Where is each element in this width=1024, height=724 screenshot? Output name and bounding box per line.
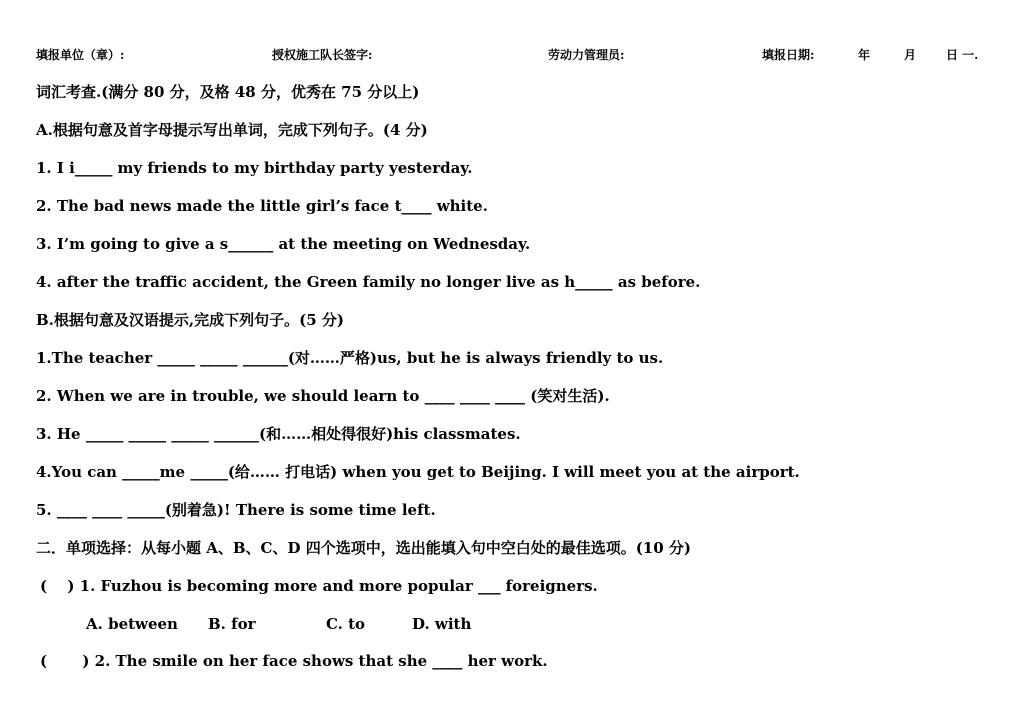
- part-a-item: 1. I i_____ my friends to my birthday party yesterday.: [36, 159, 473, 177]
- header-day-label: 日 一.: [946, 48, 979, 62]
- header-year-label: 年: [858, 48, 871, 62]
- header-month-label: 月: [904, 48, 917, 62]
- q1-option-a: A. between: [86, 615, 178, 633]
- q1-option-c: C. to: [326, 615, 366, 633]
- header-captain-sign-label: 授权施工队长签字:: [272, 48, 373, 62]
- part-b-item: 3. He _____ _____ _____ ______(和……相处得很好)his classmates.: [36, 425, 521, 443]
- part-a-item: 3. I’m going to give a s______ at the meeting on Wednesday.: [36, 235, 531, 253]
- part-a-title: A.根据句意及首字母提示写出单词，完成下列句子。(4 分): [36, 121, 428, 139]
- part-b-item: 4.You can _____me _____(给…… 打电话) when you get to Beijing. I will meet you at the airport.: [36, 463, 800, 481]
- question-1: ( ) 1. Fuzhou is becoming more and more popular ___ foreigners.: [40, 577, 598, 595]
- q1-option-b: B. for: [208, 615, 256, 633]
- q1-option-d: D. with: [412, 615, 472, 633]
- vocab-section-title: 词汇考查.(满分 80 分，及格 48 分，优秀在 75 分以上): [36, 83, 420, 101]
- header-unit-label: 填报单位（章）:: [36, 48, 125, 62]
- header-date-label: 填报日期:: [762, 48, 815, 62]
- part-b-title: B.根据句意及汉语提示,完成下列句子。(5 分): [36, 311, 344, 329]
- part-b-item: 2. When we are in trouble, we should learn to ____ ____ ____ (笑对生活).: [36, 387, 610, 405]
- choice-section-title: 二．单项选择：从每小题 A、B、C、D 四个选项中，选出能填入句中空白处的最佳选项。(10 分): [36, 539, 692, 557]
- part-b-item: 1.The teacher _____ _____ ______(对……严格)us, but he is always friendly to us.: [36, 349, 664, 367]
- part-b-item: 5. ____ ____ _____(别着急)! There is some time left.: [36, 501, 436, 519]
- part-a-item: 4. after the traffic accident, the Green family no longer live as h_____ as before.: [36, 273, 701, 291]
- part-a-item: 2. The bad news made the little girl’s face t____ white.: [36, 197, 488, 215]
- question-2: ( ) 2. The smile on her face shows that she ____ her work.: [40, 652, 548, 670]
- header-labor-manager-label: 劳动力管理员:: [548, 48, 625, 62]
